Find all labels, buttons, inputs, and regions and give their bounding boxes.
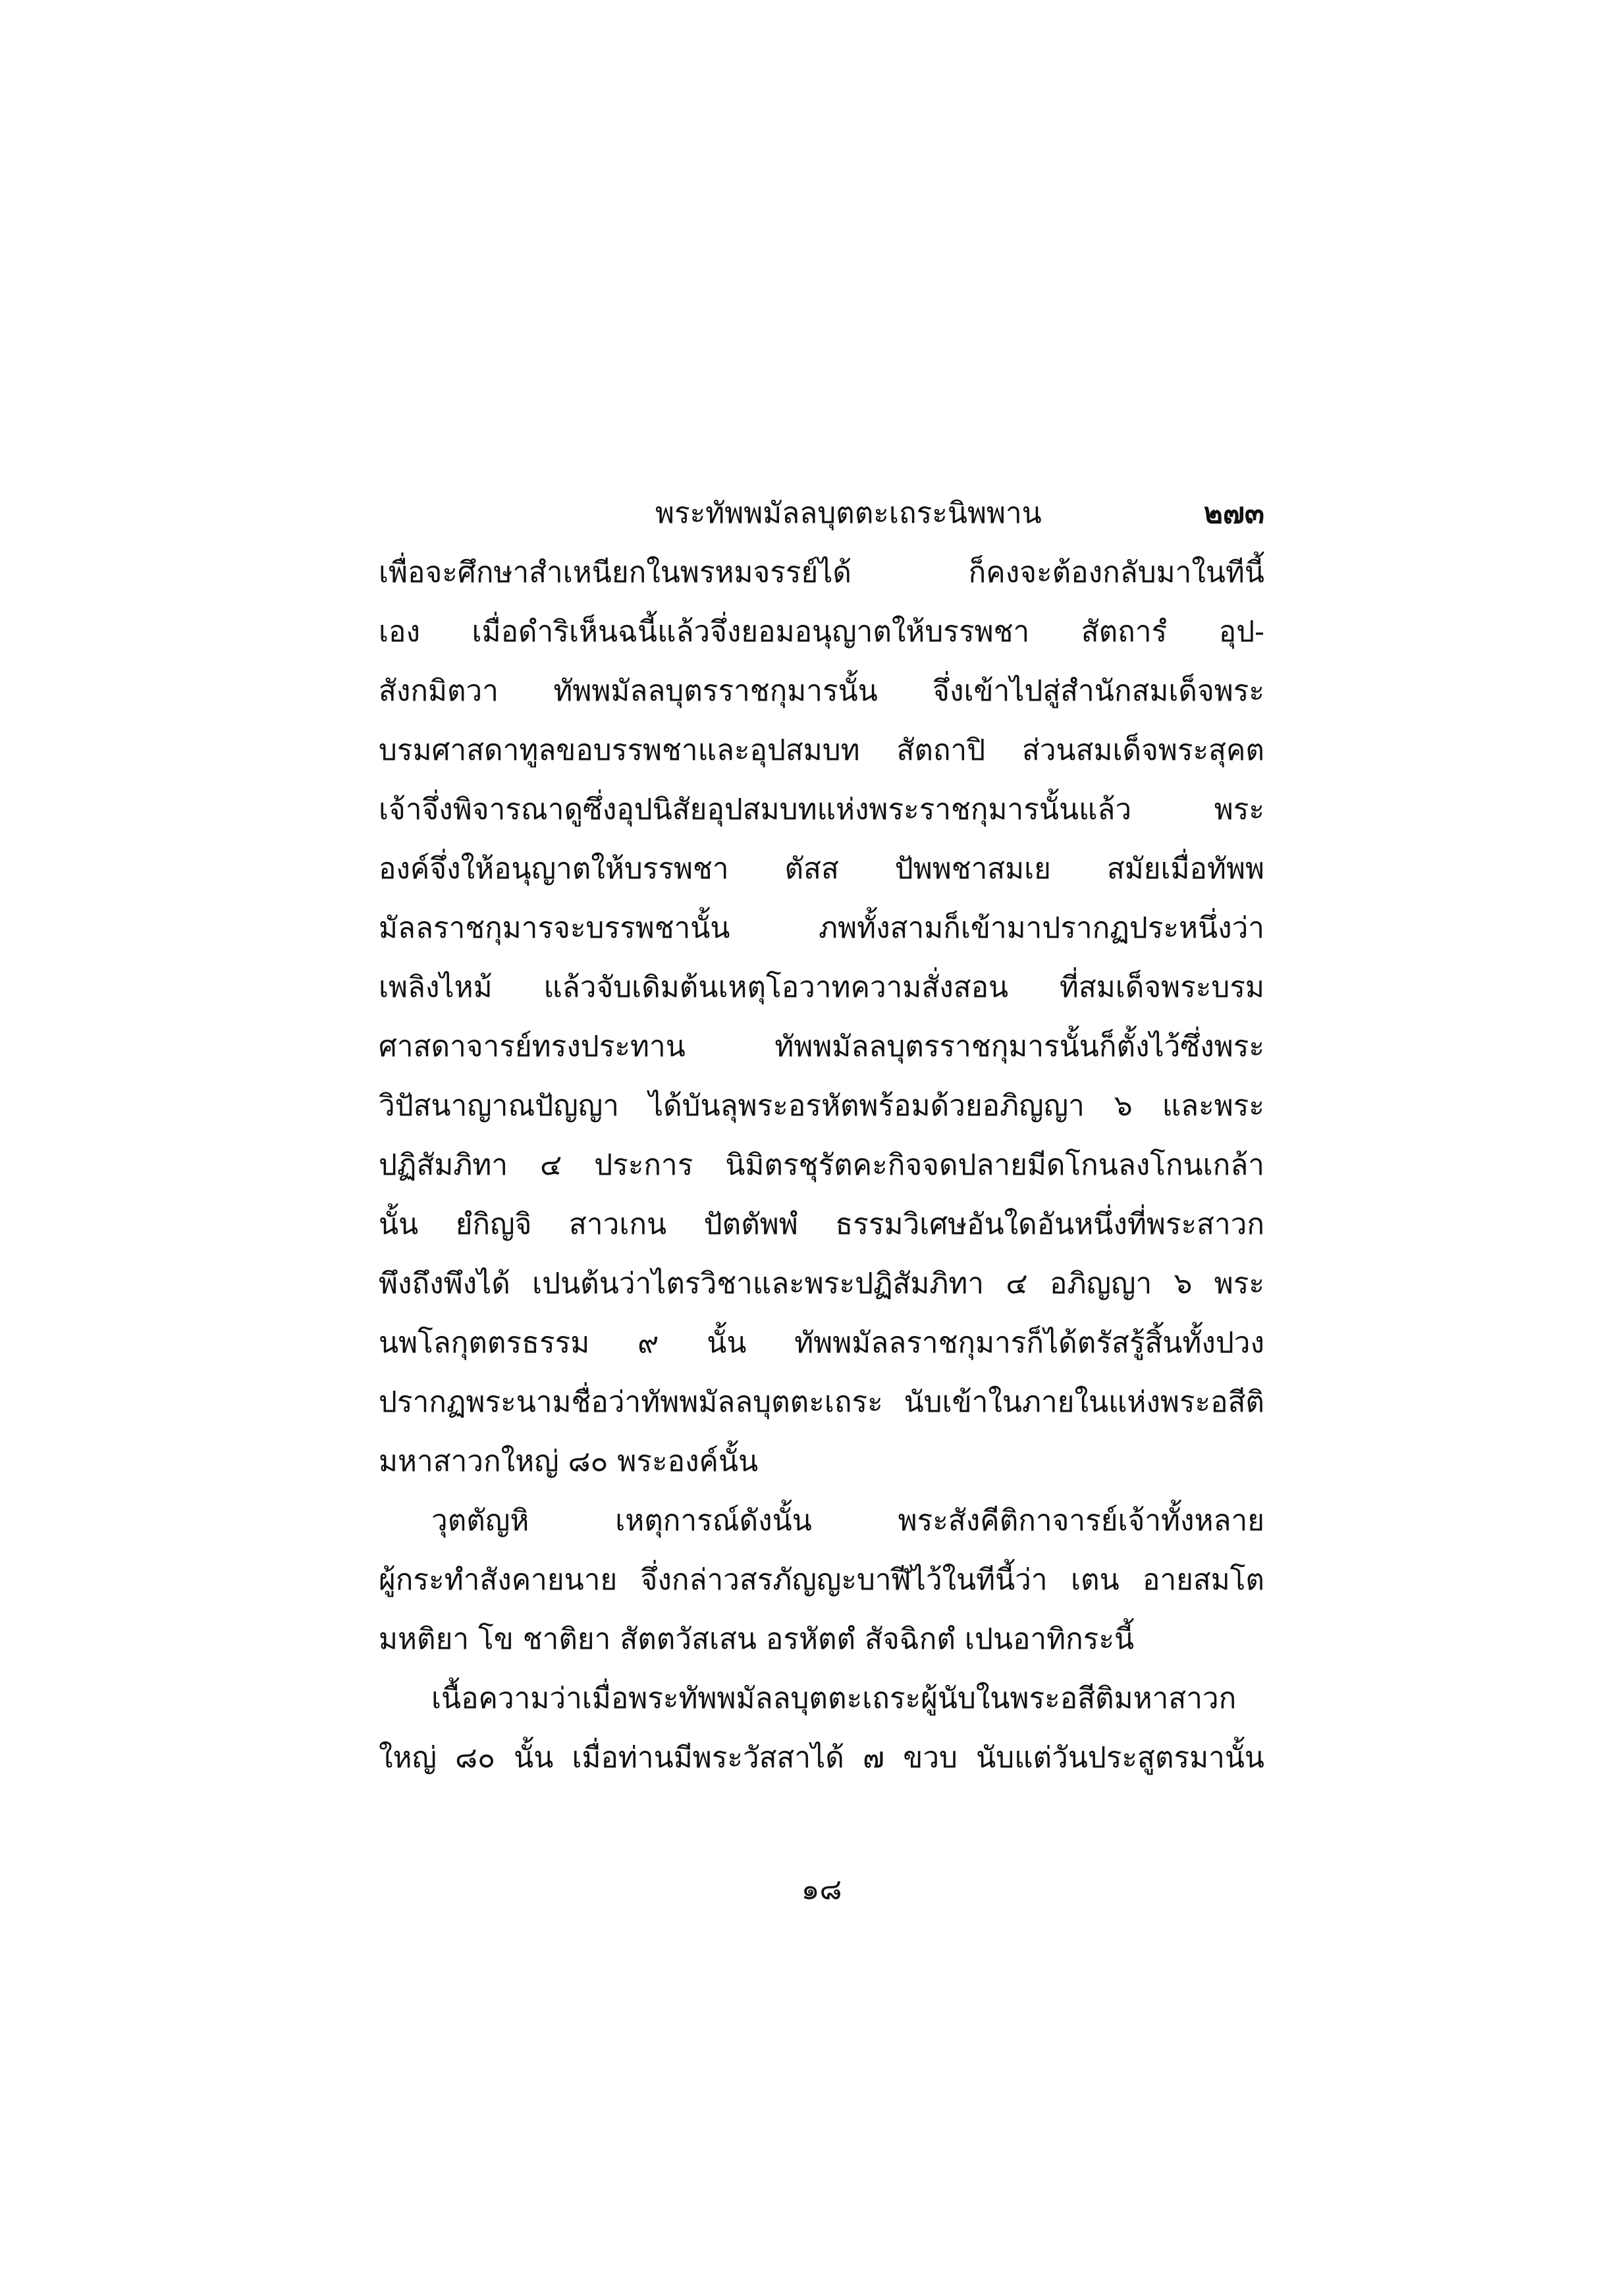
text-line: วิปัสนาญาณปัญญา ได้บันลุพระอรหัตพร้อมด้วยอภิญญา ๖ และพระ bbox=[379, 1089, 1264, 1123]
text-line: วุตตัญหิ เหตุการณ์ดังนั้น พระสังคีติกาจารย์เจ้าทั้งหลาย bbox=[431, 1504, 1264, 1537]
text-line: เอง เมื่อดำริเห็นฉนี้แล้วจึ่งยอมอนุญาตให้บรรพชา สัตถารํ อุป- bbox=[379, 615, 1264, 649]
running-header bbox=[379, 491, 1264, 537]
page-number: ๒๗๓ bbox=[1203, 496, 1264, 530]
header-title: พระทัพพมัลลบุตตะเถระนิพพาน bbox=[655, 496, 1042, 530]
text-line: มหติยา โข ชาติยา สัตตวัสเสน อรหัตตํ สัจฉิกตํ เปนอาทิกระนี้ bbox=[379, 1622, 1135, 1656]
text-line: ใหญ่ ๘๐ นั้น เมื่อท่านมีพระวัสสาได้ ๗ ขวบ นับแต่วันประสูตรมานั้น bbox=[379, 1741, 1264, 1775]
text-line: เนื้อความว่าเมื่อพระทัพพมัลลบุตตะเถระผู้นับในพระอสีติมหาสาวก bbox=[431, 1682, 1237, 1715]
text-line: ศาสดาจารย์ทรงประทาน ทัพพมัลลบุตรราชกุมารนั้นก็ตั้งไว้ซึ่งพระ bbox=[379, 1030, 1264, 1063]
text-line: เพื่อจะศึกษาสำเหนียกในพรหมจรรย์ได้ ก็คงจะต้องกลับมาในทีนี้ bbox=[379, 556, 1264, 589]
text-line: นั้น ยํกิญจิ สาวเกน ปัตตัพพํ ธรรมวิเศษอันใดอันหนึ่งที่พระสาวก bbox=[379, 1208, 1264, 1241]
text-line: นพโลกุตตรธรรม ๙ นั้น ทัพพมัลลราชกุมารก็ได้ตรัสรู้สิ้นทั้งปวง bbox=[379, 1326, 1264, 1360]
text-line: ผู้กระทำสังคายนาย จึ่งกล่าวสรภัญญะบาฬีไว้ในทีนี้ว่า เตน อายสมโต bbox=[379, 1563, 1264, 1597]
body-text bbox=[379, 543, 1264, 1788]
text-line: สังกมิตวา ทัพพมัลลบุตรราชกุมารนั้น จึ่งเข้าไปสู่สำนักสมเด็จพระ bbox=[379, 674, 1264, 708]
signature-mark: ๑๘ bbox=[801, 1873, 842, 1906]
text-line: เจ้าจึ่งพิจารณาดูซึ่งอุปนิสัยอุปสมบทแห่งพระราชกุมารนั้นแล้ว พระ bbox=[379, 793, 1264, 826]
text-line: องค์จึ่งให้อนุญาตให้บรรพชา ตัสส ปัพพชาสมเย สมัยเมื่อทัพพ bbox=[379, 852, 1264, 886]
text-line: ปฏิสัมภิทา ๔ ประการ นิมิตรชุรัตคะกิจจดปลายมีดโกนลงโกนเกล้า bbox=[379, 1148, 1264, 1182]
text-line: พึงถึงพึงได้ เปนต้นว่าไตรวิชาและพระปฏิสัมภิทา ๔ อภิญญา ๖ พระ bbox=[379, 1267, 1264, 1300]
text-line: เพลิงไหม้ แล้วจับเดิมต้นเหตุโอวาทความสั่งสอน ที่สมเด็จพระบรม bbox=[379, 971, 1264, 1004]
text-line: ปรากฏพระนามชื่อว่าทัพพมัลลบุตตะเถระ นับเข้าในภายในแห่งพระอสีติ bbox=[379, 1385, 1264, 1419]
text-line: มัลลราชกุมารจะบรรพชานั้น ภพทั้งสามก็เข้ามาปรากฏประหนึ่งว่า bbox=[379, 911, 1264, 945]
text-line: มหาสาวกใหญ่ ๘๐ พระองค์นั้น bbox=[379, 1445, 759, 1478]
text-line: บรมศาสดาทูลขอบรรพชาและอุปสมบท สัตถาปิ ส่วนสมเด็จพระสุคต bbox=[379, 734, 1264, 767]
